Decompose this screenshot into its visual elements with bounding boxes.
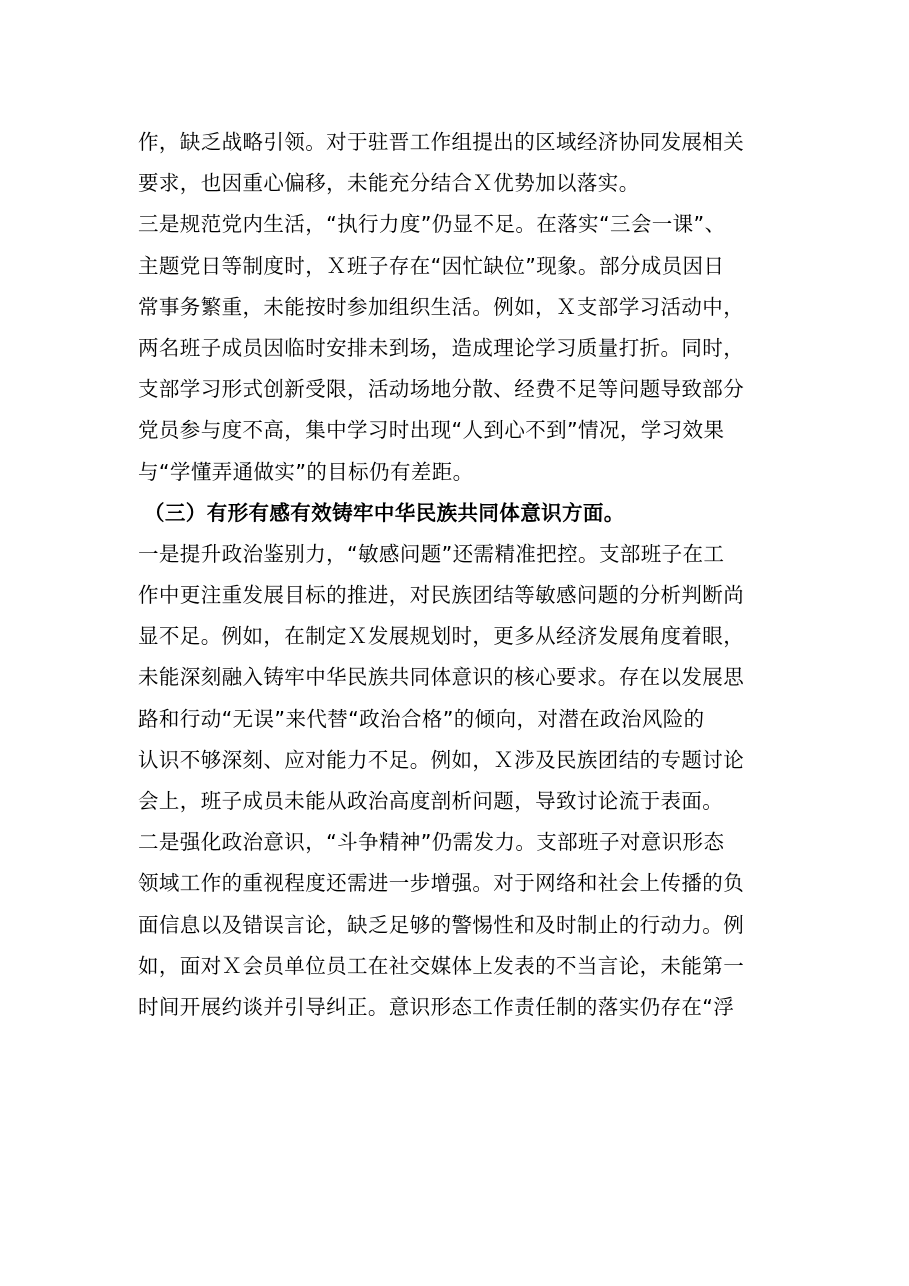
document-body — [138, 122, 778, 1028]
text-line: 如，面对Ｘ会员单位员工在社交媒体上发表的不当言论，未能第一 — [138, 953, 745, 978]
text-line: 面信息以及错误言论，缺乏足够的警惕性和及时制止的行动力。例 — [138, 912, 745, 937]
text-line: 未能深刻融入铸牢中华民族共同体意识的核心要求。存在以发展思 — [138, 665, 745, 690]
text-line: 一是提升政治鉴别力，“敏感问题”还需精准把控。支部班子在工 — [138, 541, 725, 566]
text-line: 时间开展约谈并引导纠正。意识形态工作责任制的落实仍存在“浮 — [138, 994, 735, 1019]
text-line: 作，缺乏战略引领。对于驻晋工作组提出的区域经济协同发展相关 — [138, 130, 745, 154]
text-line: 领域工作的重视程度还需进一步增强。对于网络和社会上传播的负 — [138, 871, 745, 896]
section-heading: （三）有形有感有效铸牢中华民族共同体意识方面。 — [144, 500, 625, 525]
text-line: 两名班子成员因临时安排未到场，造成理论学习质量打折。同时， — [138, 335, 745, 360]
text-line: 支部学习形式创新受限，活动场地分散、经费不足等问题导致部分 — [138, 377, 745, 402]
text-line: 路和行动“无误”来代替“政治合格”的倾向，对潜在政治风险的 — [138, 706, 705, 731]
text-line: 与“学懂弄通做实”的目标仍有差距。 — [138, 459, 474, 484]
text-line: 党员参与度不高，集中学习时出现“人到心不到”情况，学习效果 — [138, 418, 725, 443]
text-line: 会上，班子成员未能从政治高度剖析问题，导致讨论流于表面。 — [138, 789, 724, 813]
text-line: 二是强化政治意识，“斗争精神”仍需发力。支部班子对意识形态 — [138, 830, 725, 855]
text-line: 常事务繁重，未能按时参加组织生活。例如，Ｘ支部学习活动中， — [138, 294, 745, 319]
text-line: 要求，也因重心偏移，未能充分结合Ｘ优势加以落实。 — [138, 171, 640, 196]
text-line: 显不足。例如，在制定Ｘ发展规划时，更多从经济发展角度着眼， — [138, 624, 745, 649]
text-line: 主题党日等制度时，Ｘ班子存在“因忙缺位”现象。部分成员因日 — [138, 253, 725, 278]
text-line: 认识不够深刻、应对能力不足。例如，Ｘ涉及民族团结的专题讨论 — [138, 747, 745, 772]
text-line: 三是规范党内生活，“执行力度”仍显不足。在落实“三会一课”、 — [138, 212, 726, 237]
text-line: 作中更注重发展目标的推进，对民族团结等敏感问题的分析判断尚 — [138, 583, 745, 608]
